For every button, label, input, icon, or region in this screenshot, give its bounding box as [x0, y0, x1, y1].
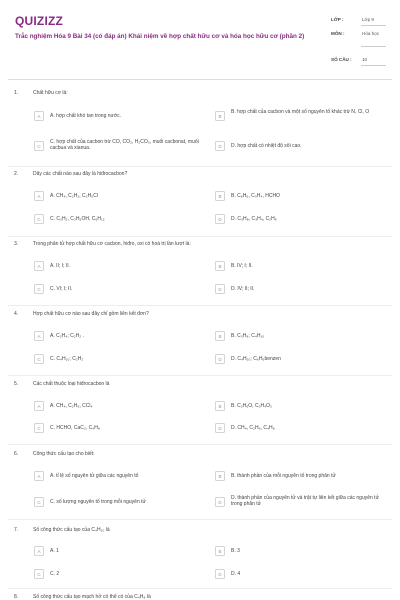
question-number: 7.	[14, 527, 19, 533]
option-text: C. HCHO, CaC₂, C₄H₈	[50, 424, 100, 431]
option-text: A. II; I; II.	[50, 262, 71, 269]
worksheet-header	[0, 0, 400, 76]
worksheet-title: Trắc nghiệm Hóa 9 Bài 34 (có đáp án) Khái niệm về hợp chất hữu cơ và hóa học hữu cơ (phần 2)	[15, 33, 305, 40]
subject-underline	[361, 46, 386, 47]
option-text: A. CH₄, C₂H₆, CCl₄	[50, 402, 93, 409]
option-letter-box: B	[215, 546, 225, 556]
option-text: C. C₂H₂, C₂H₅OH, C₆H₁₂	[50, 215, 105, 222]
question-text: Hợp chất hữu cơ nào sau đây chỉ gồm liên kết đơn?	[33, 311, 149, 317]
option-letter-box: D	[215, 497, 225, 507]
option-letter-box: C	[34, 141, 44, 151]
question-divider	[8, 375, 392, 376]
option-letter-box: C	[34, 423, 44, 433]
question-number: 6.	[14, 451, 19, 457]
option-letter-box: D	[215, 569, 225, 579]
option-text: A. tỉ lệ số nguyên tử giữa các nguyên tố	[50, 472, 139, 479]
option-text: C. C₄H₁₀; C₂H₂	[50, 355, 84, 362]
question-divider	[8, 588, 392, 589]
option-text: C. VI; I; II.	[50, 285, 73, 292]
option-letter-box: A	[34, 546, 44, 556]
option-letter-box: C	[34, 569, 44, 579]
option-text: D. C₃H₈, C₃H₄, C₂H₆	[231, 215, 277, 222]
option-letter-box: C	[34, 497, 44, 507]
question-divider	[8, 166, 392, 167]
quizizz-logo: QUIZIZZ	[15, 14, 64, 28]
option-text: B. hợp chất của cacbon và một số nguyên tố khác trừ N, Cl, O	[231, 109, 370, 115]
option-text: A. CH₄, C₂H₂, C₂H₅Cl	[50, 192, 98, 199]
option-text: D. C₄H₁₀; C₆H₆benzen	[231, 355, 281, 362]
option-letter-box: A	[34, 401, 44, 411]
question-number: 8.	[14, 594, 19, 600]
option-text: C. 2	[50, 570, 60, 577]
question-text: Số công thức cấu tạo của C₄H₁₀ là	[33, 527, 110, 533]
option-letter-box: D	[215, 214, 225, 224]
option-text: C. hợp chất của cacbon trừ CO, CO₂, H₂CO₃, muối cacbonat, muối cacbua và xianua.	[50, 139, 199, 152]
option-letter-box: A	[34, 111, 44, 121]
subject-value: Hóa học	[362, 31, 380, 36]
option-letter-box: A	[34, 191, 44, 201]
option-letter-box: C	[34, 284, 44, 294]
option-text: B. thành phần của mỗi nguyên tố trong phân tử	[231, 472, 336, 479]
option-text: B. 3	[231, 547, 240, 554]
option-letter-box: B	[215, 191, 225, 201]
option-letter-box: D	[215, 284, 225, 294]
class-underline	[361, 25, 386, 26]
option-letter-box: A	[34, 261, 44, 271]
question-divider	[8, 236, 392, 237]
option-text: D. hợp chất có nhiệt độ sôi cao.	[231, 142, 302, 149]
option-letter-box: A	[34, 331, 44, 341]
question-number: 3.	[14, 241, 19, 247]
question-text: Số công thức cấu tạo mạch hở có thể có của C₄H₈ là	[33, 594, 151, 600]
subject-label: MÔN :	[331, 31, 345, 36]
option-text: C. số lượng nguyên tố trong mỗi nguyên tử	[50, 498, 146, 505]
question-number: 5.	[14, 381, 19, 387]
count-underline	[361, 65, 386, 66]
option-text: D. thành phần của nguyên tử và trật tự liên kết giữa các nguyên tử trong phân tử	[231, 495, 379, 508]
option-letter-box: B	[215, 401, 225, 411]
question-text: Công thức cấu tạo cho biết:	[33, 451, 95, 457]
question-divider	[8, 519, 392, 520]
option-letter-box: D	[215, 141, 225, 151]
count-label: SỐ CÂU :	[331, 57, 352, 62]
class-value: Lớp 9	[362, 17, 374, 22]
question-divider	[8, 444, 392, 445]
option-letter-box: C	[34, 354, 44, 364]
option-letter-box: B	[215, 111, 225, 121]
option-letter-box: B	[215, 261, 225, 271]
question-text: Trong phân tử hợp chất hữu cơ cacbon, hiđro, oxi có hoá trị lần lượt là:	[33, 241, 191, 247]
count-value: 10	[362, 57, 368, 62]
option-letter-box: D	[215, 423, 225, 433]
option-letter-box: B	[215, 331, 225, 341]
option-text: D. CH₄, C₂H₆, C₄H₈	[231, 424, 275, 431]
question-text: Dãy các chất nào sau đây là hiđrocacbon?	[33, 171, 128, 177]
option-letter-box: A	[34, 471, 44, 481]
question-number: 2.	[14, 171, 19, 177]
option-text: D. IV; II; II.	[231, 285, 255, 292]
option-letter-box: C	[34, 214, 44, 224]
option-text: D. 4	[231, 570, 241, 577]
question-number: 4.	[14, 311, 19, 317]
question-text: Chất hữu cơ là:	[33, 90, 68, 96]
option-text: A. C₂H₄; C₂H₂ .	[50, 332, 84, 339]
option-text: B. C₃H₈; C₄H₁₀	[231, 332, 265, 339]
option-text: B. IV; I; II.	[231, 262, 253, 269]
option-text: B. C₂H₆O, C₂H₄O₂	[231, 402, 272, 409]
header-divider	[8, 79, 392, 80]
option-text: A. 1	[50, 547, 59, 554]
class-label: LỚP :	[331, 17, 344, 22]
option-letter-box: B	[215, 471, 225, 481]
question-text: Các chất thuộc loại hiđrocacbon là	[33, 381, 110, 387]
option-text: A. hợp chất khó tan trong nước.	[50, 112, 122, 119]
option-letter-box: D	[215, 354, 225, 364]
option-text: B. C₆H₆, C₃H₄, HCHO	[231, 192, 280, 199]
question-number: 1.	[14, 90, 19, 96]
question-divider	[8, 305, 392, 306]
